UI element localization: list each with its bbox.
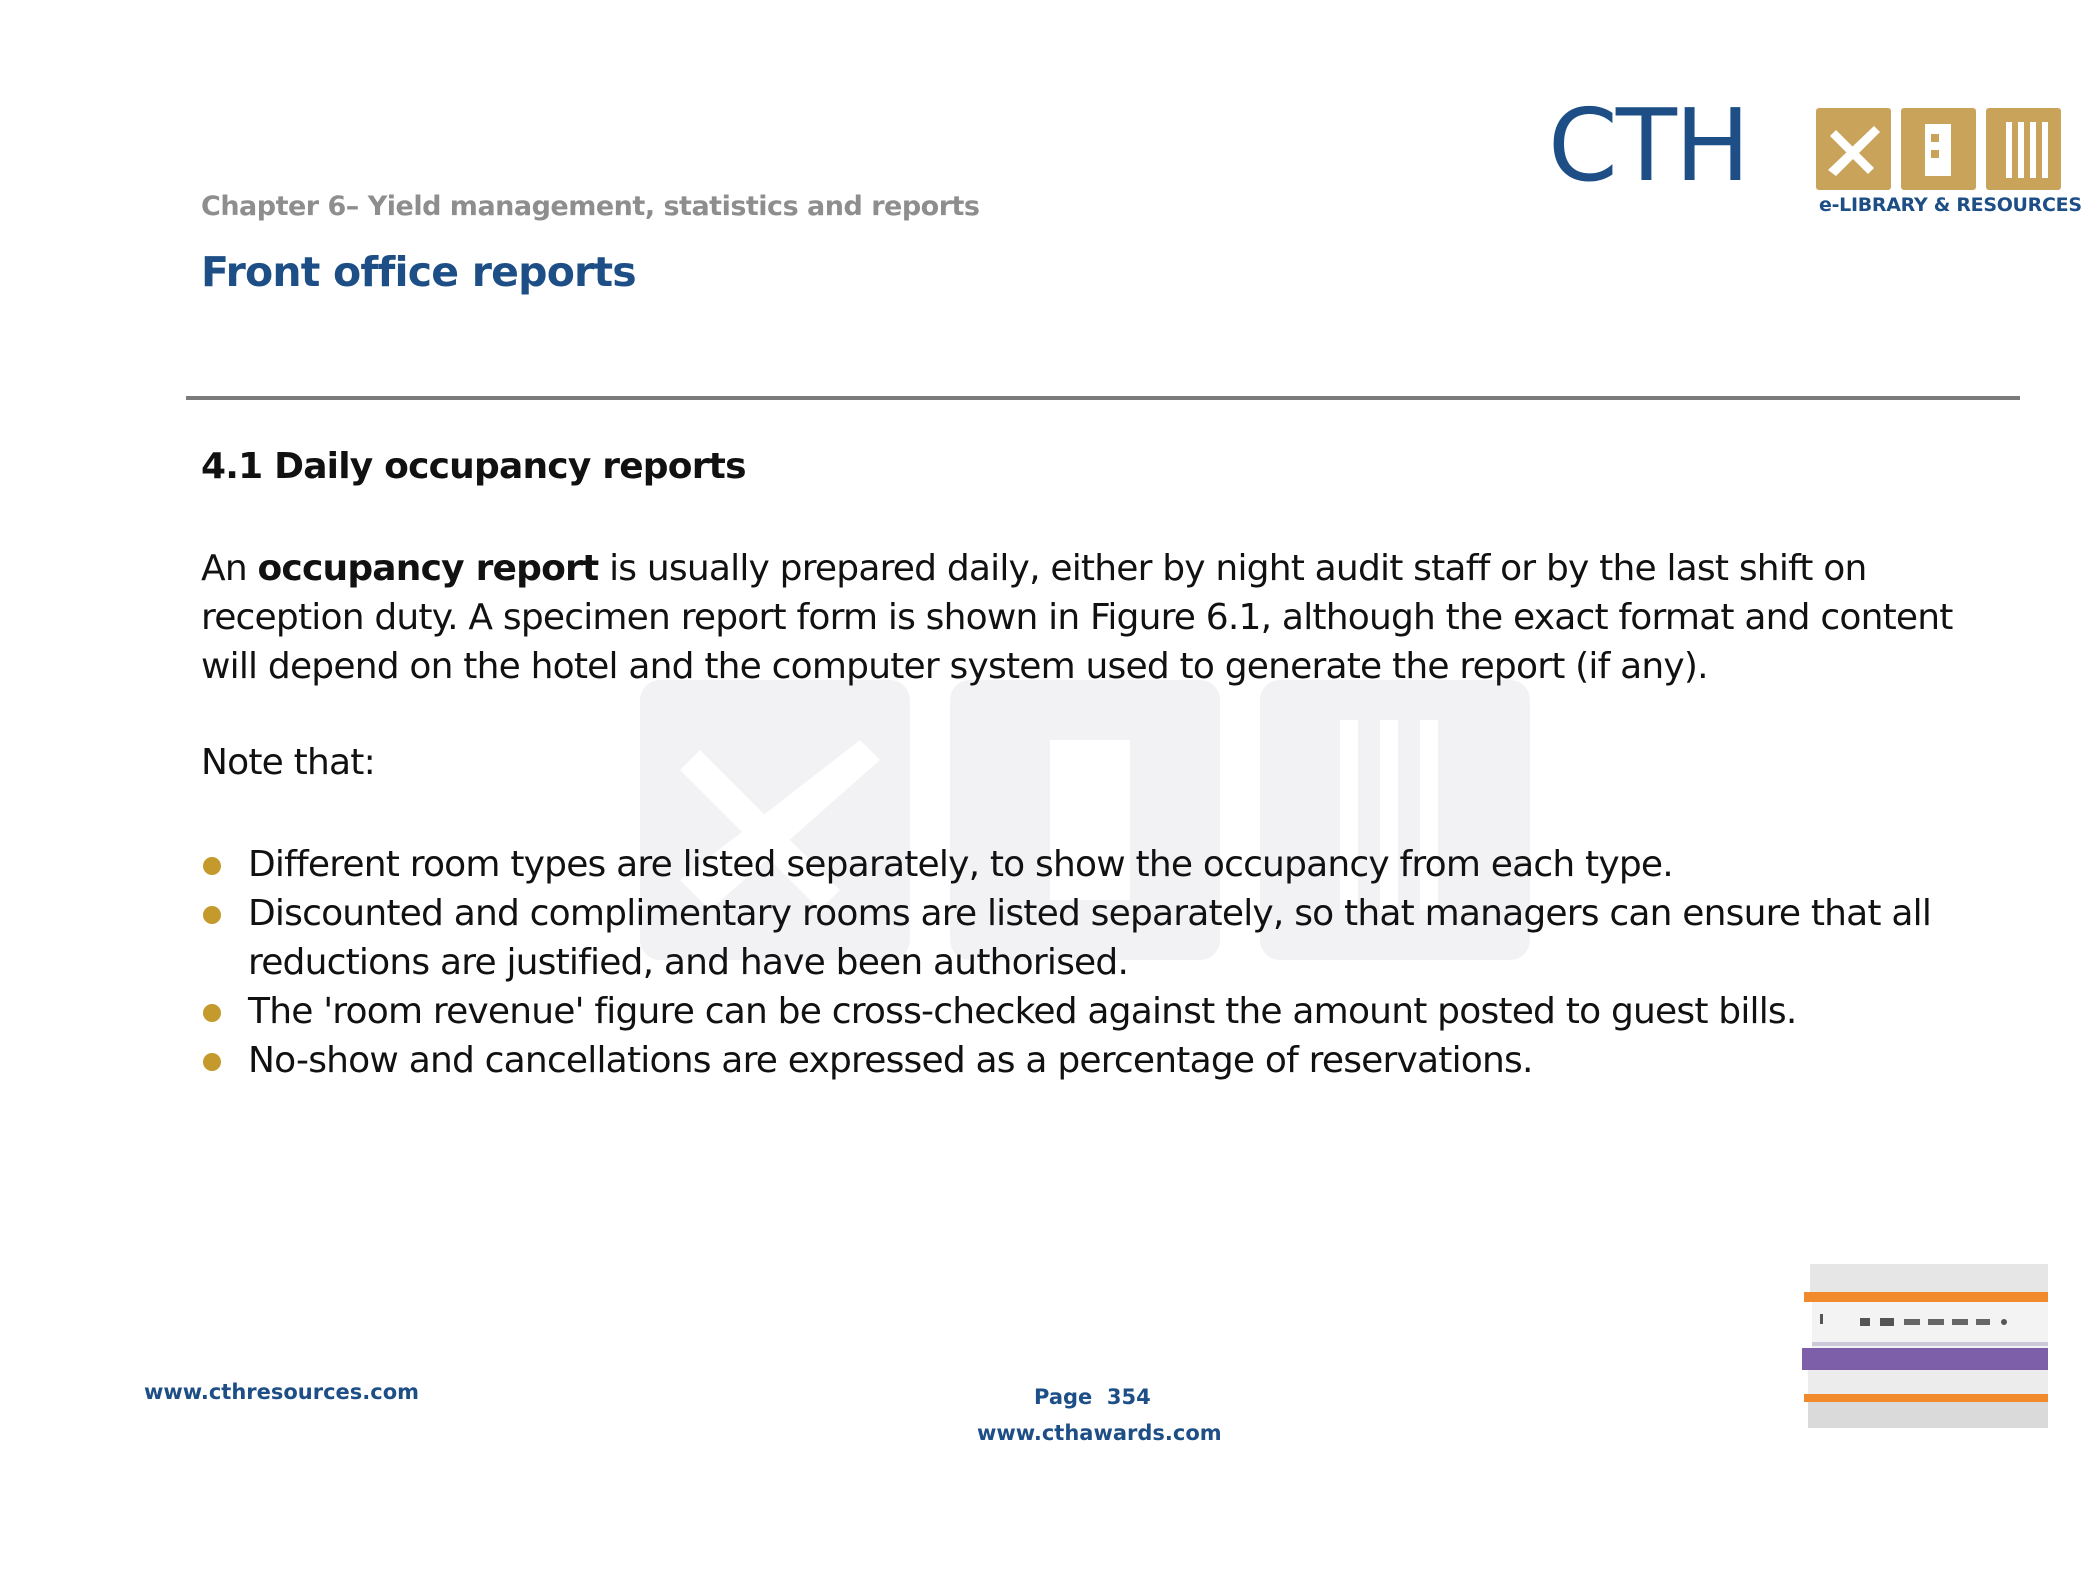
chapter-heading: Chapter 6– Yield management, statistics and reports [201, 191, 980, 222]
bullet-text: Discounted and complimentary rooms are listed separately, so that managers can ensure that all reductions are justified, and have been authorised. [248, 893, 1932, 983]
bullet-item [201, 889, 1971, 987]
paragraph-rest: is usually prepared daily, either by night audit staff or by the last shift on reception duty. A specimen report form is shown in Figure 6.1, although the exact format and content will depend on the hotel and the computer system used to generate the report (if any). [201, 548, 1953, 687]
bullet-item [201, 987, 1971, 1036]
intro-paragraph [201, 544, 1961, 691]
logo-wordmark: CTH [1548, 87, 1749, 204]
bullet-text: Different room types are listed separately, to show the occupancy from each type. [248, 844, 1673, 885]
fork-icon [1986, 108, 2061, 190]
book-stack-image [1800, 1262, 2048, 1432]
note-label: Note that: [201, 742, 375, 783]
bullet-text: The 'room revenue' figure can be cross-checked against the amount posted to guest bills. [248, 991, 1797, 1032]
bullet-dot-icon [203, 1004, 221, 1022]
section-title: Front office reports [201, 248, 636, 296]
page-number: Page 354 [1034, 1385, 1151, 1409]
header-divider [186, 396, 2020, 400]
bullet-dot-icon [203, 857, 221, 875]
building-icon [1901, 108, 1976, 190]
cth-logo [1548, 87, 2082, 226]
paragraph-prefix: An [201, 548, 258, 589]
bullet-item [201, 840, 1971, 889]
bullet-list [201, 840, 1971, 1085]
bullet-dot-icon [203, 906, 221, 924]
bullet-item [201, 1036, 1971, 1085]
paragraph-bold-term: occupancy report [257, 548, 599, 589]
airplane-icon [1816, 108, 1891, 190]
subsection-heading: 4.1 Daily occupancy reports [201, 446, 746, 487]
logo-subtitle: e-LIBRARY & RESOURCES [1819, 194, 2082, 216]
bullet-text: No-show and cancellations are expressed as a percentage of reservations. [248, 1040, 1533, 1081]
logo-tiles [1816, 108, 2061, 190]
bullet-dot-icon [203, 1053, 221, 1071]
footer-awards-link[interactable]: www.cthawards.com [977, 1421, 1222, 1445]
footer-resources-link[interactable]: www.cthresources.com [144, 1380, 420, 1404]
